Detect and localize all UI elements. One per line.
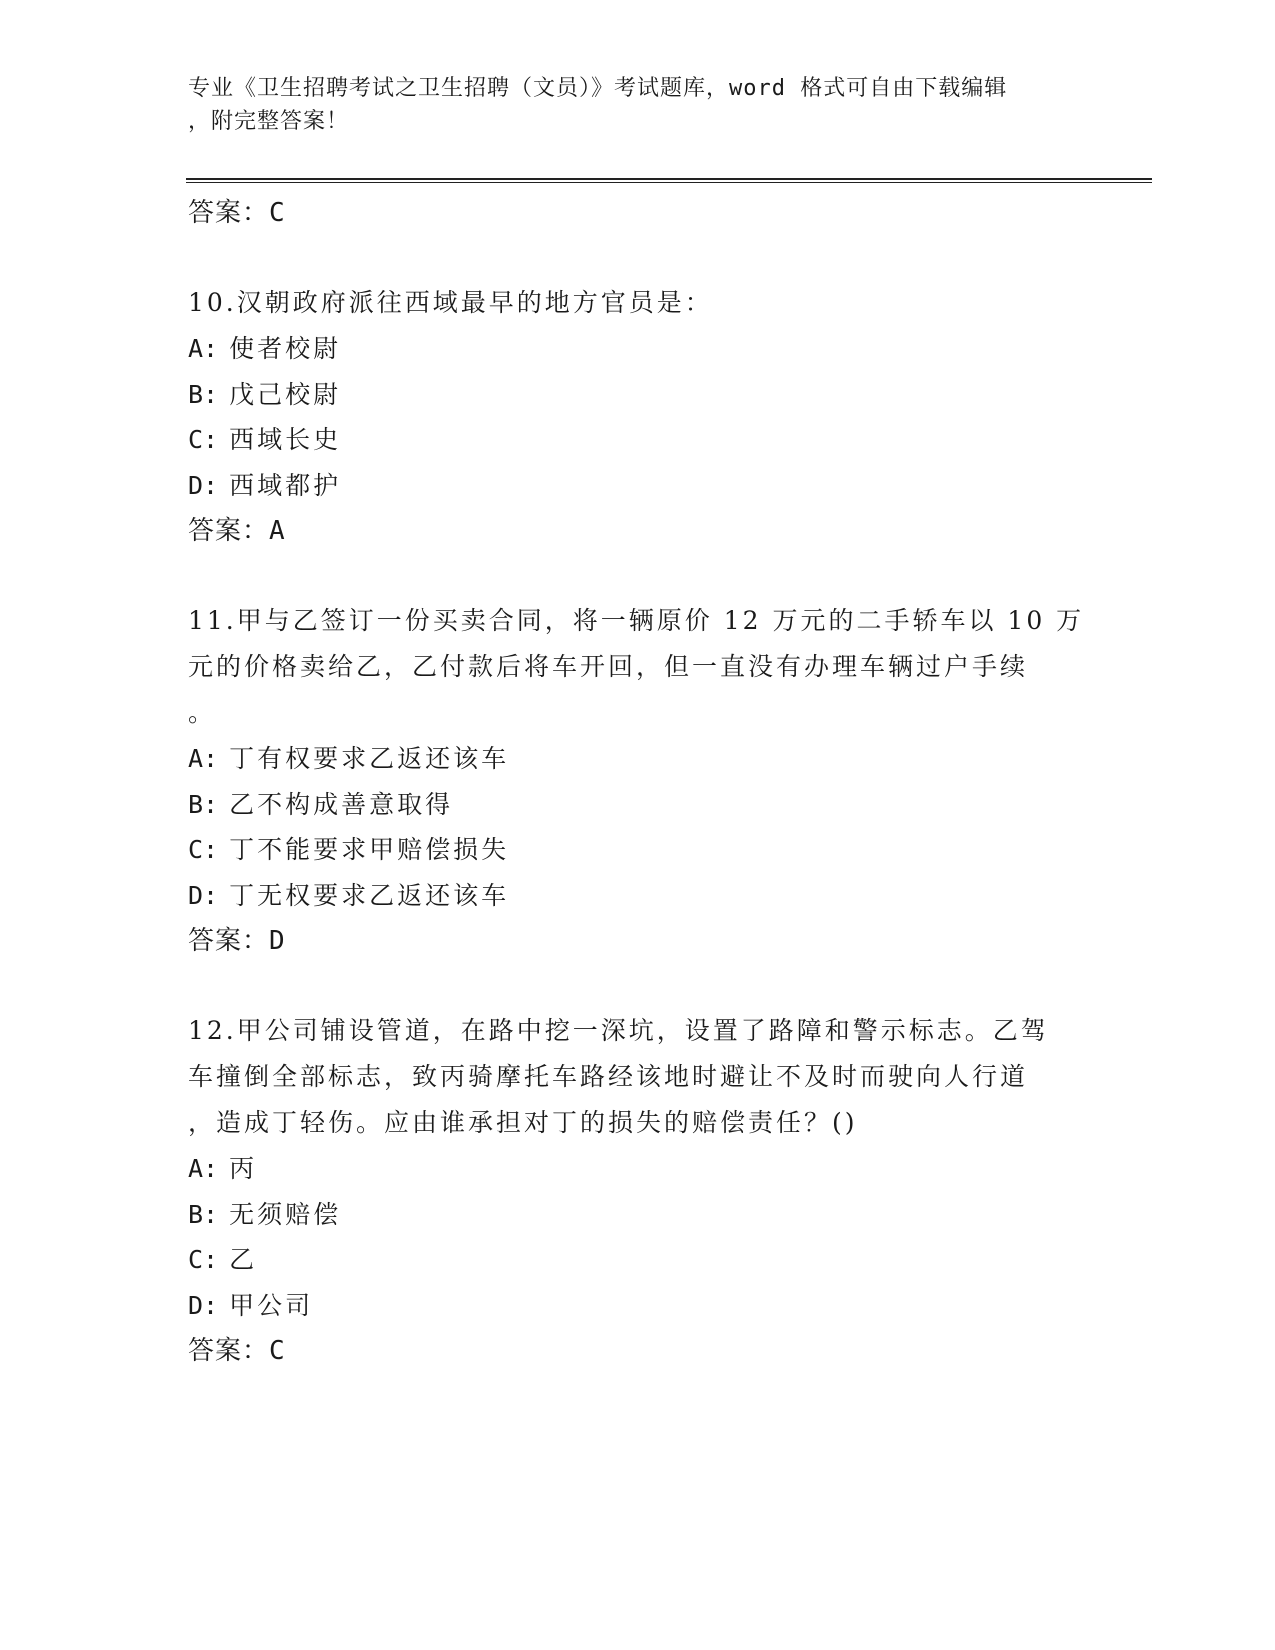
answer bbox=[188, 918, 1088, 964]
option-letter: B: bbox=[188, 379, 219, 409]
answer-value: C bbox=[269, 1336, 286, 1366]
option-text: 乙 bbox=[229, 1245, 258, 1274]
answer-label: 答案： bbox=[188, 198, 270, 228]
option-text: 丁有权要求乙返还该车 bbox=[229, 744, 510, 773]
option-text: 丁不能要求甲赔偿损失 bbox=[229, 835, 510, 864]
option-d bbox=[188, 873, 1088, 919]
header-divider-thick bbox=[186, 178, 1152, 180]
option-d bbox=[188, 1283, 1088, 1329]
option-letter: A: bbox=[188, 744, 219, 773]
question-text bbox=[188, 598, 1088, 736]
answer-label: 答案： bbox=[188, 1336, 270, 1366]
option-b bbox=[188, 372, 1088, 418]
option-text: 甲公司 bbox=[229, 1290, 314, 1320]
answer-label: 答案： bbox=[188, 926, 270, 956]
option-text: 丁无权要求乙返还该车 bbox=[229, 880, 510, 910]
question-line: 10.汉朝政府派往西域最早的地方官员是： bbox=[188, 288, 713, 317]
previous-answer bbox=[188, 190, 1088, 236]
option-d bbox=[188, 463, 1088, 509]
option-letter: C: bbox=[188, 1245, 219, 1274]
answer-value: C bbox=[269, 198, 286, 228]
option-letter: C: bbox=[188, 425, 219, 454]
question-text bbox=[188, 1008, 1088, 1146]
option-letter: D: bbox=[188, 880, 219, 910]
question-line: 。 bbox=[188, 698, 217, 727]
document-body bbox=[188, 190, 1088, 1374]
option-text: 西域长史 bbox=[229, 425, 342, 454]
header-line-1: 专业《卫生招聘考试之卫生招聘（文员）》考试题库，word 格式可自由下载编辑 bbox=[188, 76, 1008, 101]
question-line: ，造成丁轻伤。应由谁承担对丁的损失的赔偿责任？() bbox=[188, 1108, 858, 1137]
option-letter: C: bbox=[188, 835, 219, 864]
answer-label: 答案： bbox=[188, 516, 270, 546]
option-b bbox=[188, 1192, 1088, 1238]
question-11 bbox=[188, 598, 1088, 964]
option-a bbox=[188, 736, 1088, 782]
option-letter: B: bbox=[188, 1199, 219, 1229]
option-letter: A: bbox=[188, 1154, 219, 1183]
question-line: 元的价格卖给乙，乙付款后将车开回，但一直没有办理车辆过户手续 bbox=[188, 652, 1029, 681]
option-text: 乙不构成善意取得 bbox=[229, 789, 454, 819]
question-line: 12.甲公司铺设管道，在路中挖一深坑，设置了路障和警示标志。乙驾 bbox=[188, 1016, 1049, 1045]
answer bbox=[188, 1328, 1088, 1374]
option-c bbox=[188, 827, 1088, 873]
option-a bbox=[188, 326, 1088, 372]
header-line-2: ，附完整答案！ bbox=[188, 109, 350, 134]
option-a bbox=[188, 1146, 1088, 1192]
option-letter: A: bbox=[188, 334, 219, 363]
answer bbox=[188, 508, 1088, 554]
option-letter: B: bbox=[188, 789, 219, 819]
option-c bbox=[188, 417, 1088, 463]
option-letter: D: bbox=[188, 470, 219, 500]
option-text: 西域都护 bbox=[229, 470, 342, 500]
option-letter: D: bbox=[188, 1290, 219, 1320]
option-text: 使者校尉 bbox=[229, 334, 342, 363]
option-c bbox=[188, 1237, 1088, 1283]
answer-value: A bbox=[269, 516, 286, 546]
question-line: 车撞倒全部标志，致丙骑摩托车路经该地时避让不及时而驶向人行道 bbox=[188, 1062, 1029, 1091]
question-text bbox=[188, 280, 1088, 326]
question-12 bbox=[188, 1008, 1088, 1374]
option-text: 戊己校尉 bbox=[229, 379, 342, 409]
option-text: 丙 bbox=[229, 1154, 258, 1183]
answer-value: D bbox=[269, 926, 286, 956]
question-line: 11.甲与乙签订一份买卖合同，将一辆原价 12 万元的二手轿车以 10 万 bbox=[188, 606, 1085, 635]
header-divider-thin bbox=[186, 182, 1152, 183]
question-10 bbox=[188, 280, 1088, 554]
document-header bbox=[188, 72, 1088, 138]
option-b bbox=[188, 782, 1088, 828]
option-text: 无须赔偿 bbox=[229, 1199, 342, 1229]
